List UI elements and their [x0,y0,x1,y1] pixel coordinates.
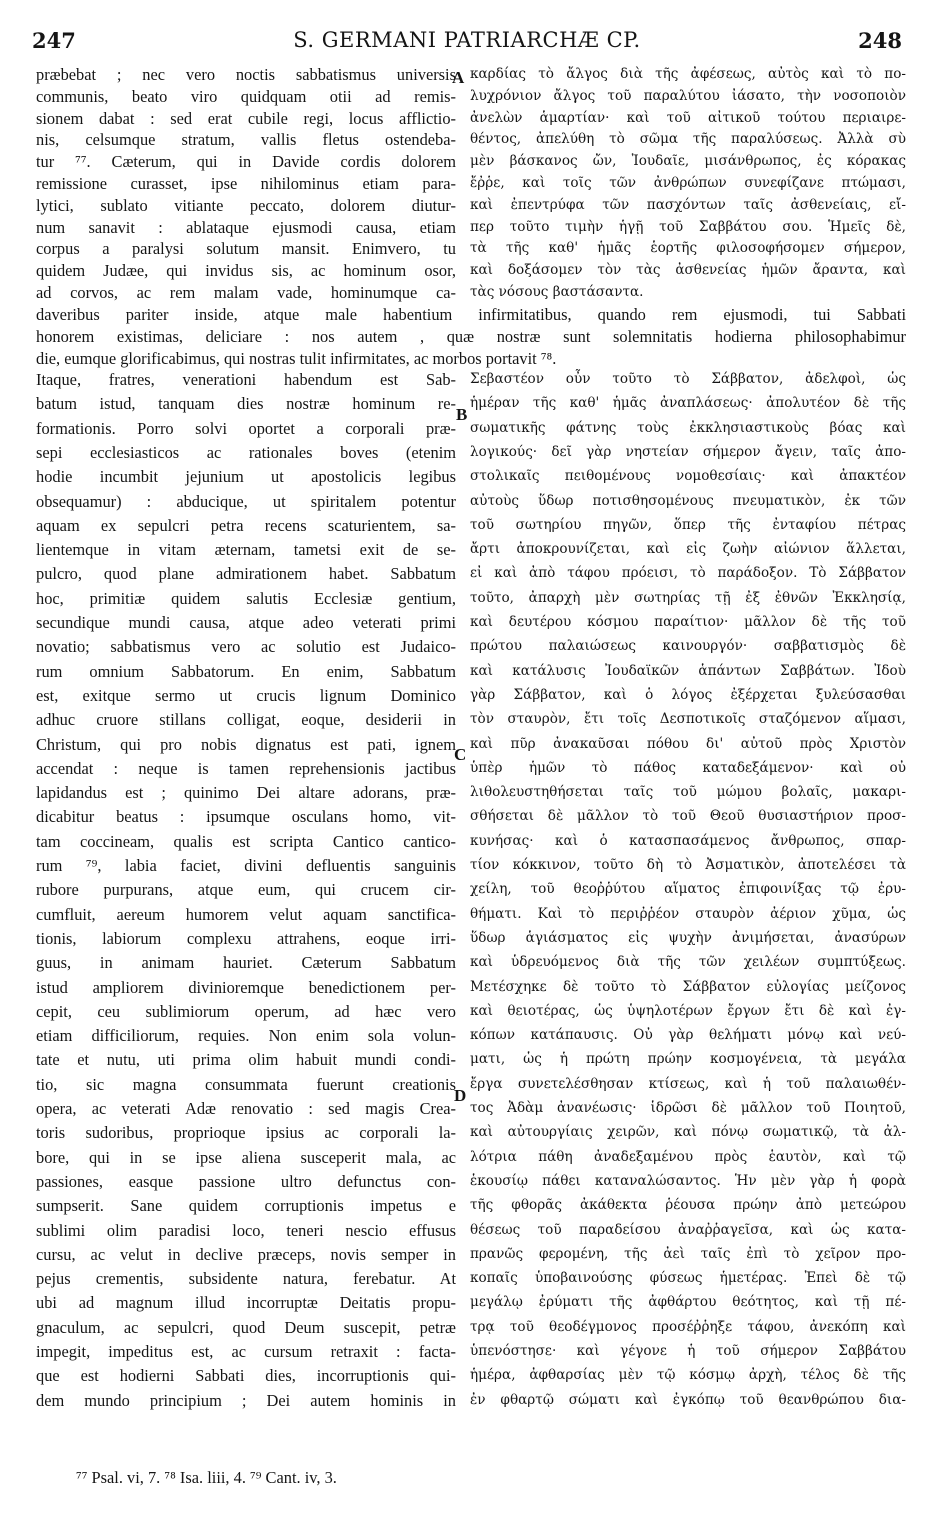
text-line: batum istud, tanquam dies nostræ hominum re- [36,394,456,414]
text-line: ἑκουσίῳ πάθει καταναλώσαντος. Ἡν μὲν γὰρ ἡ φορὰ [470,1172,906,1189]
text-line: ἄρτι ἀποκρουνίζεται, καὶ εἰς ζωὴν αἰώνιον ἅλλεται, [470,541,906,558]
text-line: corpus a paralysi solutum mansit. Enimvero, tu [36,239,456,259]
text-line: opera, ac veterati Adæ renovatio : sed magis Crea- [36,1099,456,1118]
text-line: πρώτου παλαιώσεως καινουργόν· σαββατισμὸς δὲ [470,638,906,655]
text-line: καὶ δευτέρου κόσμου παραίτιον· μᾶλλον δὲ τῆς τοῦ [470,614,906,630]
text-line: formationis. Porro solvi oportet a corporali præ- [36,418,456,438]
text-line: dem mundo principium ; Dei autem hominis in [36,1390,456,1410]
text-line: nis, celsumque stratum, vallis fletus ostendeba- [36,130,456,150]
text-line: impegit, impeditus est, ac cursum retraxit : facta- [36,1342,456,1361]
text-line: ἡμέρα, ἀφθαρσίας μὲν τῷ κόσμῳ ἀρχὴ, τέλος δὲ τῆς [470,1367,906,1384]
text-line: ματι, ὡς ἡ πρώτη πρώην κοσμογένεια, τὰ μεγάλα [470,1051,906,1068]
text-line: tate et nutu, uti prima olim habuit mundi condi- [36,1050,456,1070]
text-line: ἡμέραν τῆς καθ' ἡμᾶς ἀναπλάσεως· ἀπολυτέον δὲ τῆς [470,395,906,412]
text-line: honorem existimas, deliciare : nos autem , quæ nostræ sunt solemnitatis hodierna philosophabimur [36,326,906,346]
text-line: θέσεως τοῦ παραδείσου ἀναῤῥαγεῖσα, καὶ ὡς κατα- [470,1221,906,1238]
text-line: cepit, ceu sublimiorum operum, ad hæc vero [36,1001,456,1021]
text-line: ὕδωρ ἁγιάσματος εἰς ψυχὴν ἀνιμήσεται, ἀνασύρων [470,929,906,946]
text-line: καὶ ἐπεντρύφα τῶν πασχόντων ταῖς ἀσθενείαις, εἴ- [470,196,906,213]
text-line: que est hodierni Sabbati dies, incorruptionis qui- [36,1366,456,1386]
text-line: τοῦτο, ἀπαρχὴ μὲν σωτηρίας τῇ ἐξ ἐθνῶν Ἐκκλησίᾳ, [470,589,906,606]
text-line: μεγάλῳ ἐρύματι τῆς ἀφθάρτου θεότητος, καὶ τῇ πέ- [470,1294,906,1311]
running-header [32,28,902,54]
margin-marker-d: D [454,1086,467,1105]
text-line: σθήσεται δὲ μᾶλλον τὸ τοῦ Θεοῦ θυσιαστήριον προσ- [470,808,906,825]
text-line: ἔργα συνετελέσθησαν κτίσεως, καὶ ἡ τοῦ παλαιωθέν- [470,1075,906,1092]
text-line: ἐν φθαρτῷ σώματι καὶ ἐγκόπῳ τοῦ θεανθρώπου δια- [470,1391,906,1408]
text-line: communis, beato viro quidquam otii ad remis- [36,86,456,106]
text-line: καὶ δοξάσομεν τὸν τὰς ἀσθενείας ἡμῶν ἄραντα, καὶ [470,262,906,279]
text-line: τρᾳ τοῦ θεοδέγμονος προσέῤῥηξε τάφου, ἀνεκόπη καὶ [470,1318,906,1335]
text-line: κυνήσας· καὶ ὁ κατασπασάμενος ἄνθρωπος, σπαρ- [470,832,906,849]
text-line: τίον κόκκινον, τοῦτο δὴ τὸ Ἀσματικὸν, ἀποτελέσει τὰ [470,857,906,873]
footnotes: ⁷⁷ Psal. vi, 7. ⁷⁸ Isa. liii, 4. ⁷⁹ Cant. iv, 3. [76,1468,337,1487]
text-line: μὲν βάσκανος ὤν, Ἰουδαῖε, μισάνθρωπος, ἐς κόρακας [470,153,906,170]
text-line: Christum, qui pro nobis dignatus est pati, ignem [36,734,456,754]
text-line: Μετέσχηκε δὲ τοῦτο τὸ Σάββατον εὐλογίας μείζονος [470,978,906,995]
text-line: γὰρ Σάββατον, καὶ ὁ λόγος ἐξέρχεται ξυλεύσασθαι [470,686,906,703]
text-line: accendat : neque is tamen reprehensionis jactibus [36,758,456,778]
text-line: sumpserit. Sane quidem corruptionis impetus e [36,1196,456,1216]
text-line: pejus crementis, subsidente natura, ferebatur. At [36,1269,456,1289]
text-line: adhuc cruore stillans colligat, eoque, desiderii in [36,710,456,730]
text-line: τῆς φθορᾶς ἀκάθεκτα ῥέουσα πρώην ἀπὸ μετεώρου [470,1197,906,1214]
margin-marker-a: A [452,68,465,87]
text-line: quidem Judæe, qui invidus sis, ac hominum osor, [36,261,456,281]
text-line: θέντος, ἀπελύθη τὸ σῶμα τῆς παραλύσεως. Ἀλλὰ σὺ [470,131,906,148]
text-line: sepi ecclesiasticos ac rationales boves (etenim [36,442,456,462]
text-line: tio, sic magna consummata fuerunt creationis [36,1074,456,1094]
text-line: ὑπενόστησε· καὶ γέγονε ἡ τοῦ σήμερον Σαββάτου [470,1343,906,1359]
text-line: τὰ τῆς καθ' ἡμᾶς ἑορτῆς φιλοσοφήσομεν σήμερον, [470,240,906,257]
text-line: tionis, labiorum complexu attrahens, eoque irri- [36,928,456,948]
text-line: sionem dabat : sed erat cubile regi, locus afflictio- [36,108,456,128]
text-line: dicabitur beatus : ipsumque osculans homo, vit- [36,807,456,827]
text-line: præbebat ; nec vero noctis sabbatismus universis [36,65,456,84]
text-line: lytici, sublato vitiante peccato, dolorem diutur- [36,195,456,215]
text-line: etiam difficiliorum, requies. Non enim sola volun- [36,1026,456,1046]
text-line: τὸν σταυρὸν, ἔτι τοῖς Δεσποτικοῖς σταζόμενον αἵμασι, [470,711,906,728]
text-line: pulcro, quod plane admirationem habet. Sabbatum [36,564,456,584]
text-line: novatio; sabbatismus vero ac solutio est Judaico- [36,637,456,657]
text-line: rum ⁷⁹, labia faciet, divini defluentis sanguinis [36,856,456,875]
text-line: λυχρόνιον ἄλγος τοῦ παραλύτου ἰάσατο, τὴν νοσοποιὸν [470,87,906,104]
text-line: κοπαῖς ὑποβαινούσης φύσεως ἡμετέρας. Ἐπεὶ δὲ τῷ [470,1270,906,1287]
text-line: πρανῶς φερομένη, τῆς ἀεὶ ταῖς ἐπὶ τὸ χεῖρον προ- [470,1245,906,1262]
text-line: daveribus pariter inside, atque male habentium infirmitatibus, quando rem ejusmodi, tui Sabbati [36,305,906,324]
text-line: εἰ καὶ ἀπὸ τάφου πρόεισι, τὸ παράδοξον. Τὸ Σάββατον [470,565,906,582]
text-line: κόπων κατάπαυσις. Οὐ γὰρ θελήματι μόνῳ καὶ νεύ- [470,1027,906,1044]
text-line: toris sudoribus, proprioque ipsius ac corporali la- [36,1123,456,1143]
text-line: obsequamur) : abducique, ut spiritalem potentur [36,491,456,511]
text-line: θήματι. Καὶ τὸ περιῤῥέον σταυρὸν ἀέριον χῦμα, ὡς [470,905,906,922]
text-line: ἀνελὼν ἁμαρτίαν· καὶ τοῦ αἰτικοῦ τούτου περιαιρε- [470,109,906,126]
text-line: καὶ ὑδρευόμενος διὰ τῆς τῶν χειλέων συμπτύξεως. [470,954,906,971]
text-line: καὶ αὐτουργίαις χειρῶν, καὶ πόνῳ σωματικῷ, τὰ ἀλ- [470,1124,906,1141]
text-line: rum omnium Sabbatorum. En enim, Sabbatum [36,661,456,681]
text-line: λιθολευστηθήσεται ταῖς τοῦ μώμου βολαῖς, μακαρι- [470,784,906,801]
margin-marker-b: B [456,405,468,424]
text-line: περ τοῦτο τιμὴν ἡγῇ τοῦ Σαββάτου σου. Ἡμεῖς δὲ, [470,218,906,235]
text-line: τος Ἀδὰμ ἀνανέωσις· ἱδρῶσι δὲ μᾶλλον τοῦ Ποιητοῦ, [470,1100,906,1116]
text-line: secundique mundi causa, atque adeo veterati primi [36,613,456,632]
text-line: καὶ κατάλυσις Ἰουδαϊκῶν ἁπάντων Σαββάτων. Ἰδοὺ [470,662,906,679]
text-line: gnaculum, ac sepulcri, quod Deum suscepit, petræ [36,1317,456,1337]
text-line: aquam ex sepulcri petra recens scaturientem, sa- [36,515,456,535]
text-line: σωματικῆς φάτνης τοὺς ἐκκλησιαστικοὺς βόας καὶ [470,419,906,436]
text-line: καὶ θειοτέρας, ὡς ὑψηλοτέρων ἔργων ἔτι δὲ καὶ ἐγ- [470,1002,906,1019]
text-line: est, exitque sermo ut crucis lignum Dominico [36,685,456,705]
text-line: τοῦ σωτηρίου πηγῶν, ὅπερ τῆς ἐνταφίου πέτρας [470,516,906,533]
text-line: ὑπὲρ ἡμῶν τὸ πάθος καταδεξάμενον· καὶ οὐ [470,759,906,776]
running-title: S. GERMANI PATRIARCHÆ CP. [293,28,641,52]
text-line: istud ampliorem divinioremque benedictionem per- [36,977,456,997]
text-line: Σεβαστέον οὖν τοῦτο τὸ Σάββατον, ἀδελφοὶ, ὡς [470,371,906,387]
text-line: στολικαῖς πειθομένους νομοθεσίαις· καὶ ἀπακτέον [470,468,906,485]
text-line: τὰς νόσους βαστάσαντα. [470,284,644,300]
text-line: hoc, primitiæ quidem salutis Ecclesiæ gentium, [36,588,456,608]
text-line: Itaque, fratres, venerationi habendum est Sab- [36,370,456,389]
text-line: die, eumque glorificabimus, qui nostras tulit infirmitates, ac morbos portavit ⁷⁸. [36,348,557,368]
text-line: tur ⁷⁷. Cæterum, qui in Davide cordis dolorem [36,152,456,172]
text-line: cumfluit, aereum humorem velut aquam sanctifica- [36,904,456,924]
page-number-right: 248 [858,28,902,53]
text-line: hodie incumbit jejunium ut apostolicis legibus [36,467,456,487]
text-line: rubore purpurans, atque eum, qui crucem cir- [36,880,456,900]
text-line: num sanavit : ablataque ejusmodi causa, etiam [36,217,456,237]
text-line: αὐτοὺς ὕδωρ ποτισθησομένους πνευματικὸν, ἐκ τῶν [470,492,906,509]
page-number-left: 247 [32,28,76,53]
text-line: lientemque in vitam æternam, tametsi exit de se- [36,540,456,560]
text-line: καὶ πῦρ ἀνακαῦσαι πόθου δι' αὐτοῦ πρὸς Χριστὸν [470,735,906,752]
text-line: sublimi olim paradisi loco, teneri nescio effusus [36,1220,456,1240]
text-line: καρδίας τὸ ἄλγος διὰ τῆς ἀφέσεως, αὐτὸς καὶ τὸ πο- [470,66,906,82]
text-line: remissione curasset, ipse nihilominus etiam para- [36,174,456,193]
margin-marker-c: C [454,745,467,764]
text-line: passiones, easque passione ultro defunctus con- [36,1171,456,1191]
text-line: ad corvos, ac rem malam vade, hominumque ca- [36,283,456,302]
text-line: cursu, ac velut in declive præceps, novis semper in [36,1244,456,1264]
text-line: χείλη, τοῦ θεοῤῥύτου αἵματος ἐπιφοινίξας τῷ ἐρυ- [470,881,906,898]
text-line: ubi ad magnum illud incorruptæ Deitatis propu- [36,1293,456,1313]
text-line: lapidandus est ; quinimo Dei altare adorans, præ- [36,783,456,803]
text-line: guus, in animam hauriet. Cæterum Sabbatum [36,953,456,973]
text-line: ἔῤῥε, καὶ τοῖς τῶν ἀνθρώπων συνεφίζανε πτώμασι, [470,175,906,191]
text-line: λότρια πάθη ἀναδεξαμένου πρὸς ἑαυτὸν, καὶ τῷ [470,1148,906,1165]
text-line: tam coccineam, qualis est scripta Cantico cantico- [36,831,456,851]
text-line: λογικούς· δεῖ γὰρ νηστείαν σήμερον ἄγειν, ταῖς ἀπο- [470,443,906,460]
text-line: bore, qui in se ipse aliena susceperit mala, ac [36,1147,456,1167]
